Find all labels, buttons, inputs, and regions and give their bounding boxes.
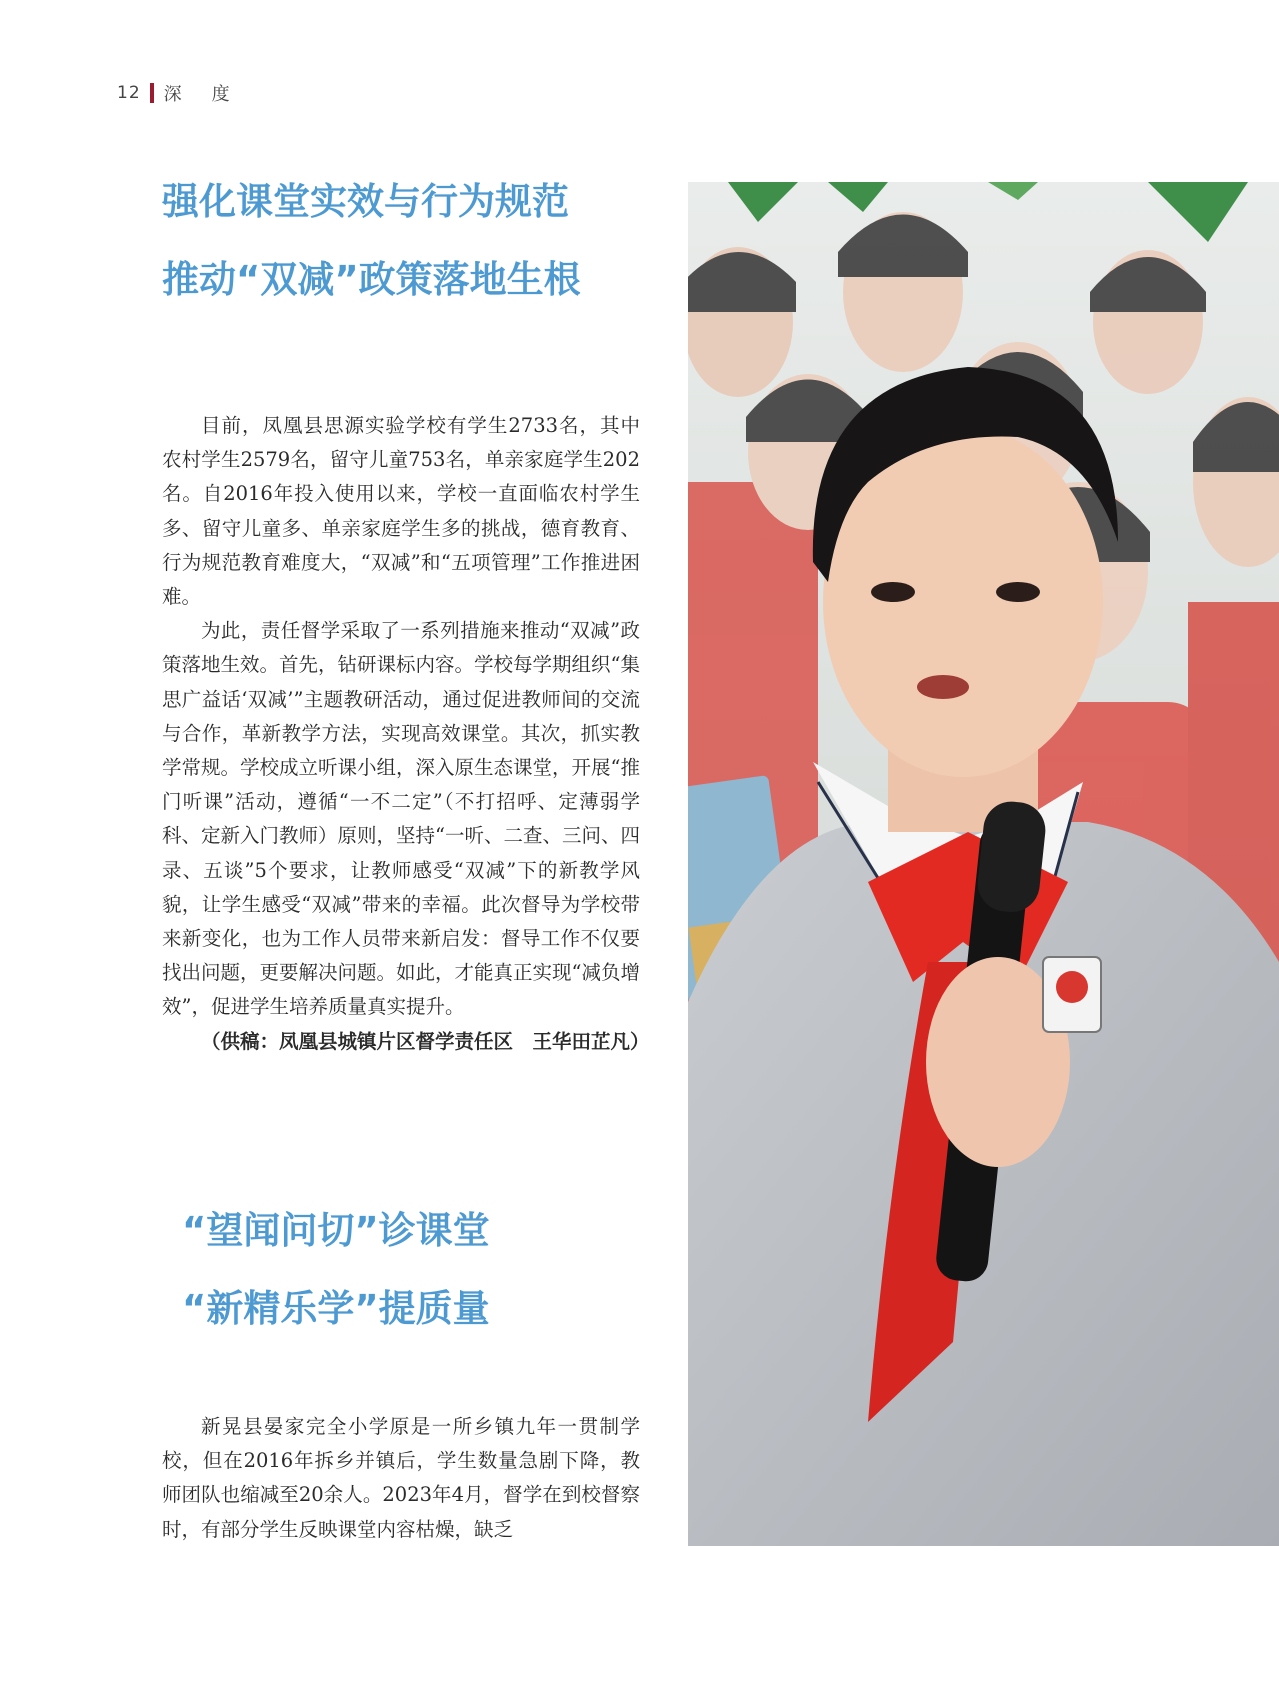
article1-headline [162,163,581,319]
article2-title-line1: “望闻问切”诊课堂 [182,1209,490,1252]
article2-title-line2: “新精乐学”提质量 [182,1287,490,1330]
article1-paragraph: 目前，凤凰县思源实验学校有学生2733名，其中农村学生2579名，留守儿童753名，单亲家庭学生202名。自2016年投入使用以来，学校一直面临农村学生多、留守儿童多、单亲家庭学生多的挑战，德育教育、行为规范教育难度大，“双减”和“五项管理”工作推进困难。 [162,414,640,609]
article2-body [162,1410,640,1547]
article1-title-line2: 推动“双减”政策落地生根 [162,258,581,301]
article1-body [162,409,650,1059]
article2-headline [182,1192,490,1348]
article1-title-line1: 强化课堂实效与行为规范 [162,180,569,223]
running-header [117,78,260,108]
article1-paragraph: 为此，责任督学采取了一系列措施来推动“双减”政策落地生效。首先，钻研课标内容。学校每学期组织“集思广益话‘双减’”主题教研活动，通过促进教师间的交流与合作，革新教学方法，实现高效课堂。其次，抓实教学常规。学校成立听课小组，深入原生态课堂，开展“推门听课”活动，遵循“一不二定”（不打招呼、定薄弱学科、定新入门教师）原则，坚持“一听、二查、三问、四录、五谈”5个要求，让教师感受“双减”下的新教学风貌，让学生感受“双减”带来的幸福。此次督导为学校带来新变化，也为工作人员带来新启发：督导工作不仅要找出问题，更要解决问题。如此，才能真正实现“减负增效”，促进学生培养质量真实提升。 [162,619,640,1019]
article1-credit: （供稿：凤凰县城镇片区督学责任区 王华田芷凡） [201,1029,650,1053]
header-accent-bar [150,83,154,103]
article2-paragraph: 新晃县晏家完全小学原是一所乡镇九年一贯制学校，但在2016年拆乡并镇后，学生数量急剧下降，教师团队也缩减至20余人。2023年4月，督学在到校督察时，有部分学生反映课堂内容枯燥，缺乏 [162,1415,640,1541]
students-photo [688,182,1279,1546]
photo-illustration [688,182,1279,1546]
section-label: 深度 [163,84,260,105]
page-number: 12 [117,83,141,103]
